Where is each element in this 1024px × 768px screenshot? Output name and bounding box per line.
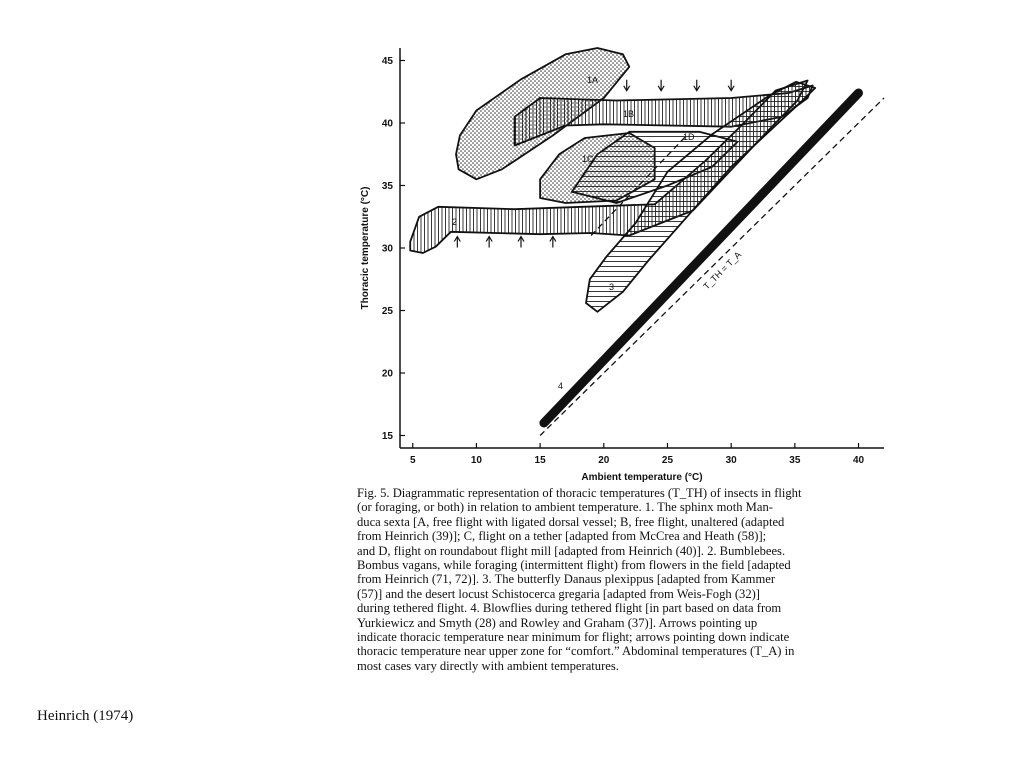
region-label-2: 2 xyxy=(452,217,458,227)
region-label-1B: 1B xyxy=(623,109,635,119)
x-tick-label: 30 xyxy=(725,455,737,466)
caption-line: Yurkiewicz and Smyth (28) and Rowley and Graham (37)]. Arrows pointing up xyxy=(357,615,758,630)
y-axis-title: Thoracic temperature (°C) xyxy=(360,186,371,310)
caption-line: Fig. 5. Diagrammatic representation of thoracic temperatures (T_TH) of insects in flight xyxy=(357,486,802,500)
y-tick-label: 15 xyxy=(381,431,393,442)
y-tick-label: 25 xyxy=(381,306,393,317)
y-tick-label: 35 xyxy=(381,181,393,192)
y-tick-label: 20 xyxy=(381,368,393,380)
thoracic-temperature-chart xyxy=(350,40,910,490)
caption-line: thoracic temperature near upper zone for “comfort.” Abdominal temperatures (T_A) in xyxy=(357,644,795,659)
regions xyxy=(410,48,815,312)
diagonal-label: T_TH = T_A xyxy=(701,249,744,292)
region-label-1A: 1A xyxy=(587,75,599,85)
x-tick-label: 20 xyxy=(598,455,610,466)
caption-line: during tethered flight. 4. Blowflies during tethered flight [in part based on data from xyxy=(357,601,782,616)
source-credit: Heinrich (1974) xyxy=(37,708,134,724)
x-tick-label: 25 xyxy=(661,455,674,466)
region-label-1C: 1C xyxy=(582,154,594,164)
region-label-4: 4 xyxy=(558,381,564,391)
y-tick-label: 45 xyxy=(381,56,393,67)
x-tick-label: 10 xyxy=(470,455,482,466)
caption-line: (57)] and the desert locust Schistocerca gregaria [adapted from Weis-Fogh (32)] xyxy=(357,586,761,601)
caption-line: Bombus vagans, while foraging (intermittent flight) from flowers in the field [adapted xyxy=(357,558,791,573)
caption-line: from Heinrich (39)]; C, flight on a tether [adapted from McCrea and Heath (58)]; xyxy=(357,529,767,544)
x-tick-label: 15 xyxy=(534,455,546,466)
x-tick-label: 40 xyxy=(852,455,865,466)
caption-line: duca sexta [A, free flight with ligated dorsal vessel; B, free flight, unaltered (adapted xyxy=(357,514,785,529)
caption-line: (or foraging, or both) in relation to ambient temperature. 1. The sphinx moth Man- xyxy=(357,500,773,515)
x-axis-title: Ambient temperature (°C) xyxy=(581,472,703,483)
caption-line: indicate thoracic temperature near minimum for flight; arrows pointing down indicate xyxy=(357,630,790,645)
caption-line: from Heinrich (71, 72)]. 3. The butterfly Danaus plexippus [adapted from Kammer xyxy=(357,572,776,587)
y-tick-label: 40 xyxy=(381,118,393,130)
region-label-1D: 1D xyxy=(683,132,695,142)
y-tick-label: 30 xyxy=(381,243,393,255)
caption-line: and D, flight on roundabout flight mill [adapted from Heinrich (40)]. 2. Bumblebees. xyxy=(357,543,786,558)
caption-line: most cases vary directly with ambient temperatures. xyxy=(357,658,619,673)
figure-caption xyxy=(357,486,892,673)
x-tick-label: 5 xyxy=(409,455,416,466)
region-label-3: 3 xyxy=(609,282,615,292)
x-tick-label: 35 xyxy=(789,455,801,466)
